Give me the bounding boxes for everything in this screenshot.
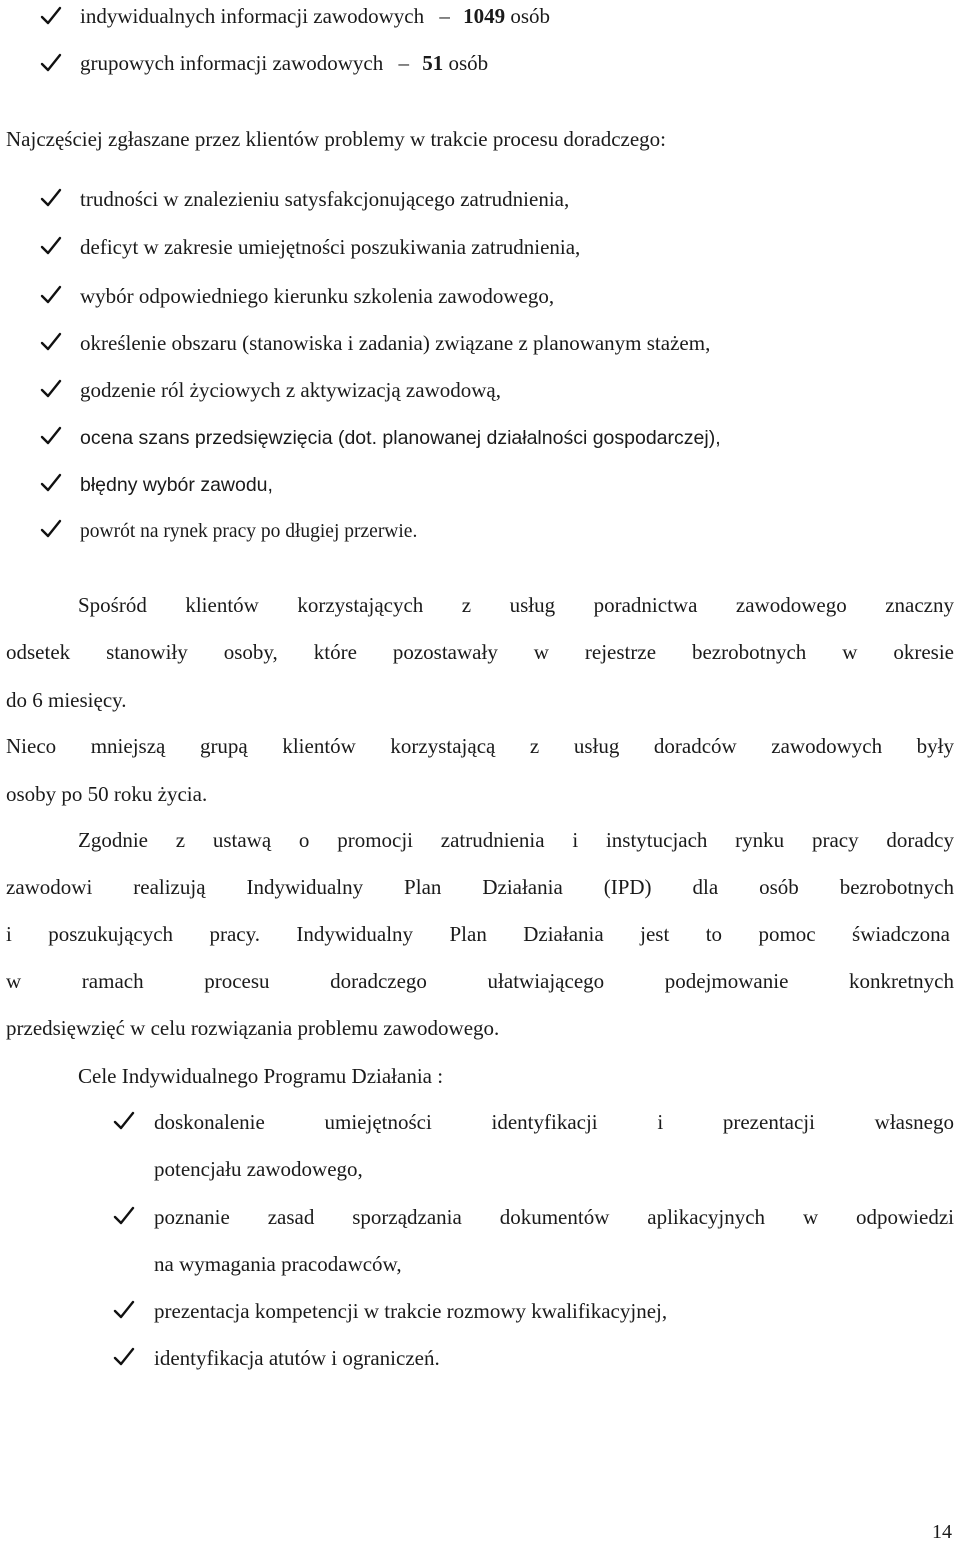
checkmark-icon [40,331,62,353]
problem-item: powrót na rynek pracy po długiej przerwie. [80,521,418,542]
paragraph-line: odsetek stanowiły osoby, które pozostawały w rejestrze bezrobotnych w okresie [6,640,954,664]
checkmark-icon [40,425,62,447]
checkmark-icon [40,518,62,540]
problem-item: określenie obszaru (stanowiska i zadania) związane z planowanym stażem, [80,331,711,355]
checkmark-icon [113,1346,135,1368]
paragraph-line: do 6 miesięcy. [6,688,127,712]
goals-heading: Cele Indywidualnego Programu Działania : [78,1064,444,1088]
paragraph-line: zawodowi realizują Indywidualny Plan Działania (IPD) dla osób bezrobotnych [6,875,954,899]
checkmark-icon [40,52,62,74]
goal-item: prezentacja kompetencji w trakcie rozmowy kwalifikacyjnej, [154,1299,668,1323]
paragraph-line: osoby po 50 roku życia. [6,782,208,806]
checkmark-icon [40,284,62,306]
goal-item-continued: potencjału zawodowego, [154,1157,363,1181]
problem-item: wybór odpowiedniego kierunku szkolenia zawodowego, [80,284,555,308]
problem-item: błędny wybór zawodu, [80,474,273,496]
paragraph-line: Nieco mniejszą grupą klientów korzystającą z usług doradców zawodowych były [6,734,954,758]
paragraph-line: przedsięwzięć w celu rozwiązania problemu zawodowego. [6,1016,500,1040]
checkmark-icon [113,1205,135,1227]
problem-item: godzenie ról życiowych z aktywizacją zawodową, [80,378,501,402]
checkmark-icon [113,1110,135,1132]
stat-individual: indywidualnych informacji zawodowych – 1049 osób [80,4,551,28]
problems-heading: Najczęściej zgłaszane przez klientów problemy w trakcie procesu doradczego: [6,127,667,151]
goal-item: poznanie zasad sporządzania dokumentów aplikacyjnych w odpowiedzi [154,1205,954,1229]
checkmark-icon [40,378,62,400]
paragraph-line: i poszukujących pracy. Indywidualny Plan Działania jest to pomoc świadczona [6,922,950,946]
problem-item: ocena szans przedsięwzięcia (dot. planowanej działalności gospodarczej), [80,427,721,449]
checkmark-icon [40,187,62,209]
checkmark-icon [40,235,62,257]
paragraph-line: Zgodnie z ustawą o promocji zatrudnienia i instytucjach rynku pracy doradcy [78,828,954,852]
paragraph-line: Spośród klientów korzystających z usług poradnictwa zawodowego znaczny [78,593,954,617]
checkmark-icon [40,5,62,27]
goal-item: identyfikacja atutów i ograniczeń. [154,1346,440,1370]
paragraph-line: w ramach procesu doradczego ułatwiającego podejmowanie konkretnych [6,969,954,993]
goal-item: doskonalenie umiejętności identyfikacji i prezentacji własnego [154,1110,954,1134]
page-number: 14 [932,1521,952,1543]
checkmark-icon [113,1299,135,1321]
goal-item-continued: na wymagania pracodawców, [154,1252,402,1276]
problem-item: deficyt w zakresie umiejętności poszukiwania zatrudnienia, [80,235,581,259]
stat-group: grupowych informacji zawodowych – 51 osób [80,51,489,75]
checkmark-icon [40,472,62,494]
problem-item: trudności w znalezieniu satysfakcjonującego zatrudnienia, [80,187,570,211]
